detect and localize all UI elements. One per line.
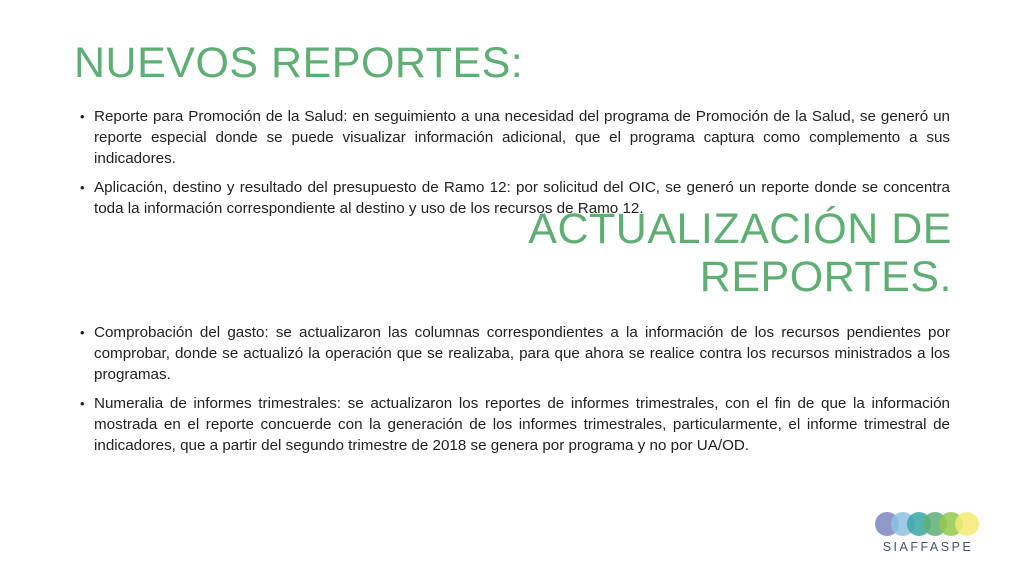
page-title: NUEVOS REPORTES: bbox=[74, 39, 524, 87]
actualizacion-reportes-list bbox=[80, 322, 950, 464]
section-title-actualizacion bbox=[528, 205, 952, 301]
list-item-text: Reporte para Promoción de la Salud: en seguimiento a una necesidad del programa de Promoción de la Salud, se generó un reporte especial donde se puede visualizar información adicional, que el programa captura como complemento a sus indicadores. bbox=[94, 108, 950, 167]
logo-circle bbox=[955, 512, 979, 536]
list-item-text: Aplicación, destino y resultado del presupuesto de Ramo 12: por solicitud del OIC, se generó un reporte donde se concentra toda la información correspondiente al destino y uso de los recursos de Ramo 12. bbox=[94, 179, 950, 217]
bullet: • bbox=[80, 109, 85, 124]
logo-circles-icon bbox=[872, 510, 984, 540]
bullet: • bbox=[80, 325, 85, 340]
list-item bbox=[80, 322, 950, 385]
list-item-text: Numeralia de informes trimestrales: se actualizaron los reportes de informes trimestrales, con el fin de que la información mostrada en el reporte concuerde con la generación de los informes trimestrales, particularmente, el informe trimestral de indicadores, que a partir del segundo trimestre de 2018 se genera por programa y no por UA/OD. bbox=[94, 395, 950, 454]
logo-text: SIAFFASPE bbox=[882, 540, 974, 554]
section-title-line: ACTUALIZACIÓN DE bbox=[528, 205, 952, 253]
list-item bbox=[80, 393, 950, 456]
list-item-text: Comprobación del gasto: se actualizaron las columnas correspondientes a la información de los recursos pendientes por comprobar, donde se actualizó la operación que se realizaba, para que ahora se realice contra los recursos ministrados a los programas. bbox=[94, 324, 950, 383]
section-title-line: REPORTES. bbox=[699, 253, 952, 301]
list-item bbox=[80, 106, 950, 169]
bullet: • bbox=[80, 396, 85, 411]
siaffaspe-logo bbox=[872, 510, 984, 560]
bullet: • bbox=[80, 180, 85, 195]
